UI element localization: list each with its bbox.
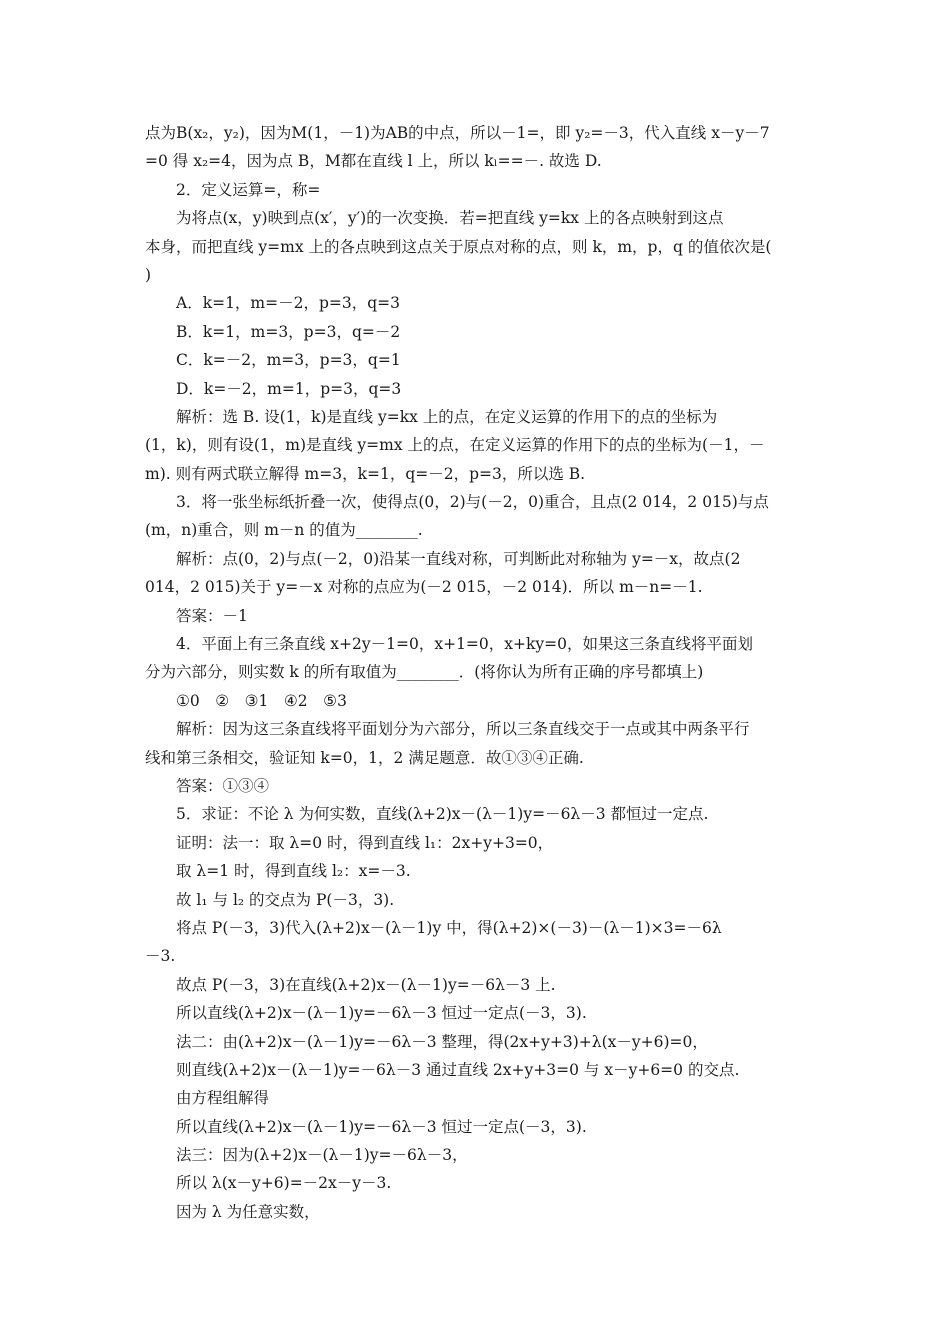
text-line: (m，n)重合，则 m－n 的值为________. [145, 521, 423, 540]
text-line: 将点 P(－3，3)代入(λ+2)x－(λ－1)y 中，得(λ+2)×(－3)－(λ－1)×3=－6λ [176, 918, 722, 937]
text-line: 5．求证：不论 λ 为何实数，直线(λ+2)x－(λ－1)y=－6λ－3 都恒过一定点. [176, 805, 709, 824]
text-line: 014，2 015)关于 y=－x 对称的点应为(－2 015，－2 014)．所以 m－n=－1. [145, 578, 703, 597]
text-line: =0 得 x₂=4，因为点 B，M都在直线 l 上，所以 kₗ==－. 故选 D. [145, 152, 602, 171]
text-line: 2．定义运算=，称= [176, 180, 321, 199]
text-line: 因为 λ 为任意实数， [176, 1202, 320, 1221]
text-line: 为将点(x，y)映到点(x′，y′)的一次变换．若=把直线 y=kx 上的各点映射到这点 [176, 209, 724, 228]
text-line: 线和第三条相交，验证知 k=0，1，2 满足题意．故①③④正确. [145, 748, 584, 767]
text-line: 取 λ=1 时，得到直线 l₂：x=－3. [176, 862, 411, 881]
text-line: 分为六部分，则实数 k 的所有取值为________．(将你认为所有正确的序号都填上) [145, 663, 704, 682]
text-line: 则直线(λ+2)x－(λ－1)y=－6λ－3 通过直线 2x+y+3=0 与 x－y+6=0 的交点. [176, 1060, 740, 1079]
text-line: m). 则有两式联立解得 m=3，k=1，q=－2，p=3，所以选 B. [145, 464, 586, 483]
text-line: 本身，而把直线 y=mx 上的各点映到这点关于原点对称的点，则 k，m，p，q 的值依次是( [145, 237, 772, 256]
text-line: 答案：－1 [176, 606, 248, 625]
text-line: 所以直线(λ+2)x－(λ－1)y=－6λ－3 恒过一定点(－3，3). [176, 1004, 587, 1023]
text-line: 法二：由(λ+2)x－(λ－1)y=－6λ－3 整理，得(2x+y+3)+λ(x－y+6)=0， [176, 1032, 708, 1051]
text-line: 3．将一张坐标纸折叠一次，使得点(0，2)与(－2，0)重合，且点(2 014，2 015)与点 [176, 493, 769, 512]
text-line: 法三：因为(λ+2)x－(λ－1)y=－6λ－3， [176, 1146, 468, 1165]
text-line: －3. [145, 947, 176, 966]
document-body [145, 119, 815, 1226]
text-line: 故 l₁ 与 l₂ 的交点为 P(－3，3). [176, 890, 395, 909]
text-line: C．k=－2，m=3，p=3，q=1 [176, 351, 401, 370]
text-line: 解析：选 B. 设(1，k)是直线 y=kx 上的点，在定义运算的作用下的点的坐标为 [176, 407, 718, 426]
text-line: A．k=1，m=－2，p=3，q=3 [176, 294, 401, 313]
text-line: (1，k)，则有设(1，m)是直线 y=mx 上的点，在定义运算的作用下的点的坐标为(－1，－ [145, 436, 765, 455]
text-line: ) [145, 265, 152, 284]
text-line: 解析：因为这三条直线将平面划分为六部分，所以三条直线交于一点或其中两条平行 [176, 720, 750, 739]
text-line: 4．平面上有三条直线 x+2y－1=0，x+1=0，x+ky=0，如果这三条直线将平面划 [176, 635, 754, 654]
text-line: 由方程组解得 [176, 1089, 270, 1108]
text-line: 证明：法一：取 λ=0 时，得到直线 l₁：2x+y+3=0， [176, 833, 554, 852]
text-line: 答案：①③④ [176, 776, 270, 795]
text-line: D．k=－2，m=1，p=3，q=3 [176, 379, 402, 398]
text-line: 点为B(x₂，y₂)，因为M(1，－1)为AB的中点，所以－1=，即 y₂=－3，代入直线 x－y－7 [145, 124, 770, 142]
text-line: 所以 λ(x－y+6)=－2x－y－3. [176, 1174, 392, 1193]
text-line: 解析：点(0，2)与点(－2，0)沿某一直线对称，可判断此对称轴为 y=－x，故点(2 [176, 549, 741, 568]
text-line: 故点 P(－3，3)在直线(λ+2)x－(λ－1)y=－6λ－3 上. [176, 975, 556, 994]
text-line: ①0 ② ③1 ④2 ⑤3 [176, 691, 347, 710]
text-line: 所以直线(λ+2)x－(λ－1)y=－6λ－3 恒过一定点(－3，3). [176, 1117, 587, 1136]
text-line: B．k=1，m=3，p=3，q=－2 [176, 322, 401, 341]
